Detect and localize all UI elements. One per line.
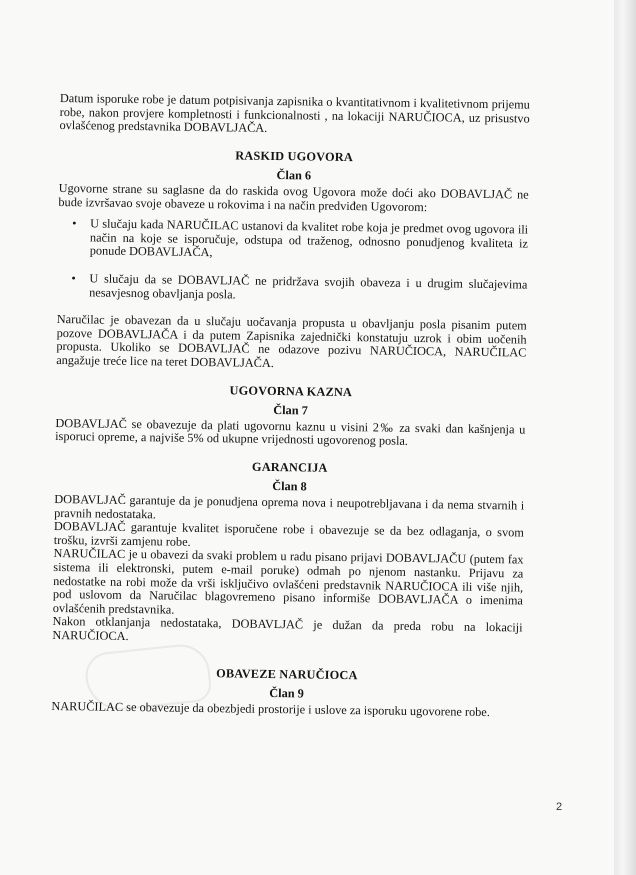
clan-8-title: Član 8 bbox=[272, 479, 307, 494]
bullet-icon: • bbox=[72, 216, 77, 231]
clan-9-text: NARUČILAC se obavezuje da obezbjedi prostorije i uslove za isporuku ugovorene robe. bbox=[51, 698, 490, 719]
bullet-item bbox=[58, 217, 529, 264]
clan-7-title: Član 7 bbox=[273, 403, 308, 418]
clan-6-text-2: Naručilac je obavezan da u slučaju uočavanja propusta u obavljanju posla pisanim putem pozove DOBAVLJAČA i da putem Zapisnika zajednički konstatuju uzrok i obim uočenih propusta. Ukoliko se DOBAVLJAČ ne odazove pozivu NARUČIOCA, NARUČILAC angažuje treće lice na teret DOBAVLJAČA. bbox=[56, 312, 527, 370]
heading-raskid-ugovora: RASKID UGOVORA bbox=[235, 148, 354, 164]
raskid-bullet-list bbox=[57, 217, 528, 306]
page-number: 2 bbox=[556, 801, 563, 813]
bullet-icon: • bbox=[71, 271, 76, 286]
clan-8-paragraph: DOBAVLJAČ garantuje kvalitet isporučene robe i obavezuje se da bez odlaganja, o svom trošku, izvrši zamjenu robe. bbox=[53, 519, 524, 549]
heading-obaveze-narucioca: OBAVEZE NARUČIOCA bbox=[216, 665, 358, 682]
clan-6-title: Član 6 bbox=[276, 168, 312, 183]
bullet-text: U slučaju da se DOBAVLJAČ ne pridržava svojih obaveza i u drugim slučajevima nesavjesnog obavljanja posla. bbox=[89, 271, 528, 302]
page-edge-shadow bbox=[614, 0, 636, 875]
heading-ugovorna-kazna: UGOVORNA KAZNA bbox=[229, 382, 353, 399]
clan-8-paragraph: DOBAVLJAČ garantuje da je ponudjena oprema nova i neupotrebljavana i da nema stvarnih i pravnih nedostataka. bbox=[54, 492, 525, 522]
intro-paragraph: Datum isporuke robe je datum potpisivanja zapisnika o kvantitativnom i kvalitetivnom prijemu robe, nakon provjere kompletnosti i funkcionalnosti , na lokaciji NARUČIOCA, uz prisustvo ovlašćenog predstavnika DOBAVLJAČA. bbox=[59, 91, 530, 136]
bullet-text: U slučaju kada NARUČILAC ustanovi da kvalitet robe koja je predmet ovog ugovora ili način na koje se isporučuje, odstupa od traženog, odnosno ponudjenog kvaliteta iz ponude DOBAVLJAČA, bbox=[89, 216, 529, 260]
clan-9-title: Član 9 bbox=[269, 686, 304, 701]
clan-8-paragraph: NARUČILAC je u obavezi da svaki problem u radu pisano prijavi DOBAVLJAČU (putem fax sistema ili elektronski, putem e-mail poruke) odmah po njenom nastanku. Prijavu za nedostatke na robi može da vrši isključivo ovlašćeni predstavnik NARUČIOCA ili više njih, pod uslovom da Naručilac blagovremeno pisano informiše DOBAVLJAČA o imenima ovlašćenih predstavnika. bbox=[52, 546, 524, 617]
clan-7-text: DOBAVLJAČ se obavezuje da plati ugovornu kaznu u visini 2‰ za svaki dan kašnjenja u isporuci opreme, a najviše 5% od ukupne vrijednosti ugovorenog posla. bbox=[55, 415, 526, 449]
heading-garancija: GARANCIJA bbox=[251, 459, 328, 475]
clan-6-text: Ugovorne strane su saglasne da do raskida ovog Ugovora može doći ako DOBAVLJAČ ne bude izvršavao svoje obaveze u rokovima i na način predviđen Ugovorom: bbox=[58, 180, 529, 214]
document-body bbox=[51, 92, 530, 720]
clan-8-paragraph: Nakon otklanjanja nedostataka, DOBAVLJAČ je dužan da preda robu na lokaciji NARUČIOCA. bbox=[52, 614, 523, 644]
bullet-item bbox=[57, 272, 527, 306]
